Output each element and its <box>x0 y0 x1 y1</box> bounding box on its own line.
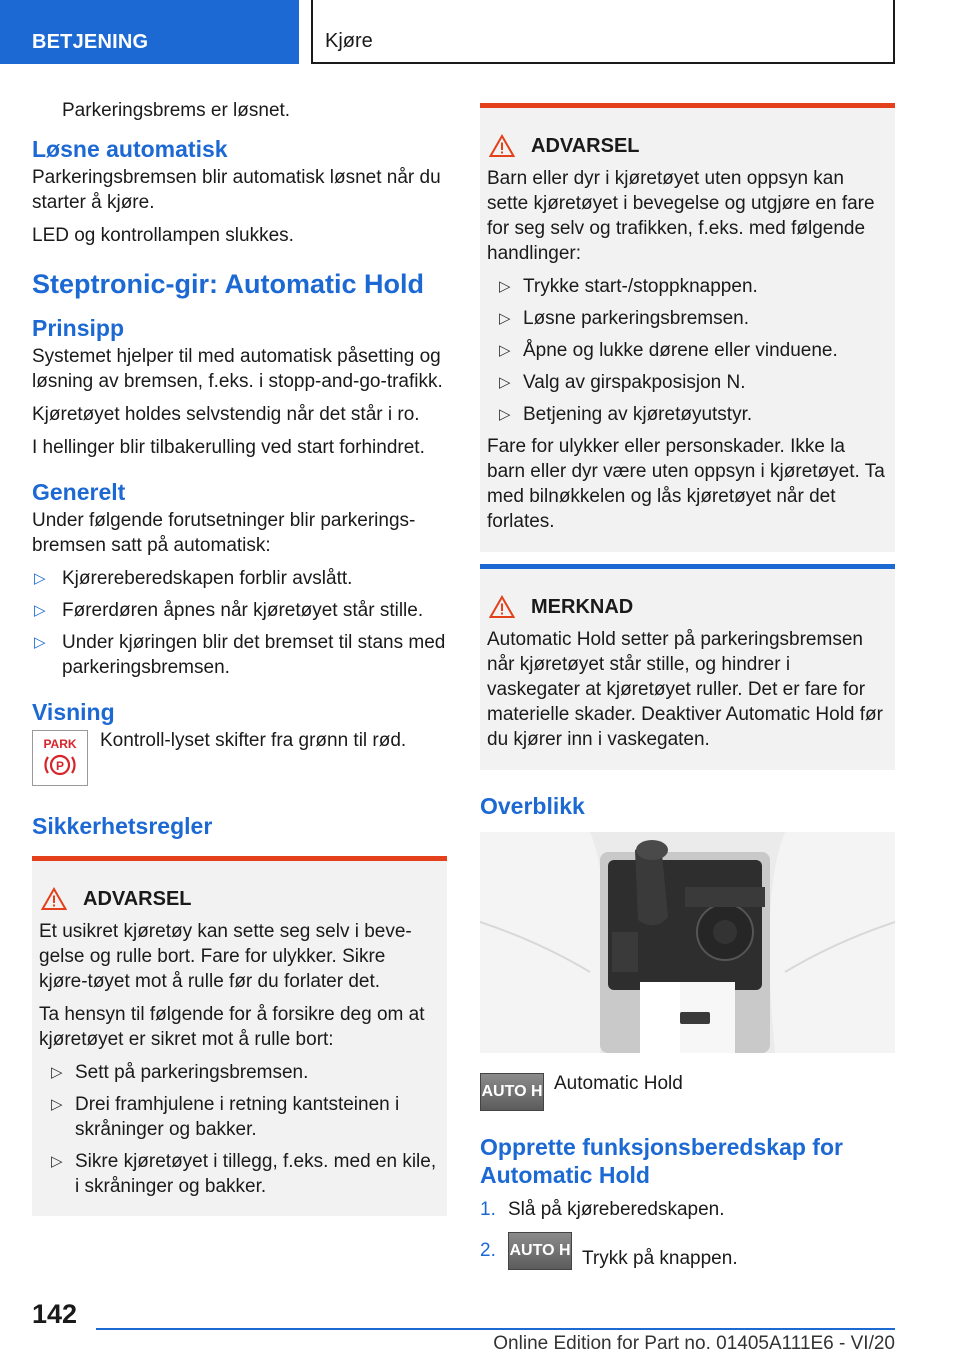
auto-hold-button-icon: AUTO H <box>508 1232 572 1270</box>
note-box <box>480 564 895 770</box>
header-section: BETJENING <box>0 0 299 64</box>
note-title: MERKNAD <box>487 595 887 619</box>
triangle-bullet-icon: ▷ <box>51 1153 63 1170</box>
header-chapter: Kjøre <box>311 0 895 64</box>
triangle-bullet-icon: ▷ <box>51 1096 63 1113</box>
warning-triangle-icon <box>41 887 67 911</box>
list-item: ▷ Drei framhjulene i retning kantsteinen i skråninger og bakker. <box>51 1094 400 1140</box>
warning-title: ADVARSEL <box>487 134 887 158</box>
intro-text: Parkeringsbrems er løsnet. <box>62 100 291 121</box>
svg-text:PARK: PARK <box>43 737 77 751</box>
list-item: ▷ Valg av girspakposisjon N. <box>499 372 746 393</box>
list-item: ▷ Sett på parkeringsbremsen. <box>51 1062 309 1083</box>
page-number: 142 <box>32 1299 78 1329</box>
triangle-bullet-icon: ▷ <box>51 1064 63 1081</box>
autoh-caption: Automatic Hold <box>554 1073 683 1094</box>
triangle-bullet-icon: ▷ <box>499 310 511 327</box>
auto-hold-button-icon: AUTO H <box>480 1073 544 1111</box>
list-item: ▷ Sikre kjøretøyet i tillegg, f.eks. med en kile, i skråninger og bakker. <box>51 1151 437 1197</box>
principle-title: Prinsipp <box>32 315 125 341</box>
warning-title: ADVARSEL <box>39 887 439 911</box>
triangle-bullet-icon: ▷ <box>34 634 46 651</box>
display-text: Kontroll-lyset skifter fra grønn til rød. <box>100 730 407 751</box>
warning-p2: Ta hensyn til følgende for å forsikre deg om at kjøretøyet er sikret mot å rulle bort: <box>39 1004 425 1050</box>
svg-text:P: P <box>55 759 65 773</box>
warning-list <box>39 1060 439 1199</box>
warning-box-left <box>32 856 447 1216</box>
triangle-bullet-icon: ▷ <box>499 406 511 423</box>
warning-p2: Fare for ulykker eller personskader. Ikke la barn eller dyr være uten oppsyn i kjøretøyet. Ta med bilnøkkelen og lås kjøretøyet når det forlates. <box>487 436 885 532</box>
park-brake-icon <box>32 730 88 786</box>
list-item: ▷ Under kjøringen blir det bremset til stans med parkeringsbremsen. <box>34 632 446 678</box>
warning-box-right <box>480 103 895 552</box>
general-p1: Under følgende forutsetninger blir parkerings-bremsen satt på automatisk: <box>32 510 416 556</box>
steptronic-title: Steptronic-gir: Automatic Hold <box>32 269 424 299</box>
warning-p1: Et usikret kjøretøy kan sette seg selv i beve-gelse og rulle bort. Fare for ulykker. Sikre kjøre-tøyet mot å rulle før du forlater det. <box>39 921 412 992</box>
list-item: 1. Slå på kjøreberedskapen. <box>480 1199 725 1220</box>
triangle-bullet-icon: ▷ <box>34 570 46 587</box>
note-p1: Automatic Hold setter på parkeringsbremsen når kjøretøyet står stille, og hindrer i vaskegater at kjøretøyet ruller. Det er fare for materielle skader. Deaktiver Automatic Hold før du kjører inn i vaskegaten. <box>487 629 883 750</box>
list-item: ▷ Førerdøren åpnes når kjøretøyet står stille. <box>34 600 424 621</box>
general-list <box>32 566 447 680</box>
list-item: ▷ Kjørereberedskapen forblir avslått. <box>34 568 353 589</box>
list-item: 2. AUTO H Trykk på knappen. <box>480 1230 895 1271</box>
display-row <box>32 730 447 786</box>
principle-p3: I hellinger blir tilbakerulling ved start forhindret. <box>32 437 425 458</box>
footer-divider <box>96 1328 895 1330</box>
release-auto-title: Løsne automatisk <box>32 136 228 162</box>
triangle-bullet-icon: ▷ <box>499 342 511 359</box>
left-column <box>32 98 447 1216</box>
triangle-bullet-icon: ▷ <box>34 602 46 619</box>
setup-title: Opprette funksjonsberedskap for Automatic Hold <box>480 1134 843 1188</box>
general-title: Generelt <box>32 479 126 505</box>
list-item: ▷ Trykke start-/stoppknappen. <box>499 276 758 297</box>
principle-p1: Systemet hjelper til med automatisk påsetting og løsning av bremsen, f.eks. i stopp-and-go-trafikk. <box>32 346 443 392</box>
list-item: ▷ Betjening av kjøretøyutstyr. <box>499 404 753 425</box>
triangle-bullet-icon: ▷ <box>499 374 511 391</box>
footer-edition: Online Edition for Part no. 01405A111E6 - VI/20 <box>493 1333 895 1354</box>
right-column <box>480 103 895 1279</box>
warning-triangle-icon <box>489 595 515 619</box>
setup-steps <box>480 1197 895 1271</box>
overview-title: Overblikk <box>480 793 585 819</box>
principle-p2: Kjøretøyet holdes selvstendig når det står i ro. <box>32 404 420 425</box>
warning-list <box>487 274 887 427</box>
autoh-row <box>480 1073 895 1111</box>
console-photo <box>480 832 895 1053</box>
list-item: ▷ Åpne og lukke dørene eller vinduene. <box>499 340 838 361</box>
warning-p1: Barn eller dyr i kjøretøyet uten oppsyn kan sette kjøretøyet i bevegelse og utgjøre en fare for seg selv og trafikken, f.eks. med følgende handlinger: <box>487 168 875 264</box>
warning-triangle-icon <box>489 134 515 158</box>
release-auto-p1: Parkeringsbremsen blir automatisk løsnet når du starter å kjøre. <box>32 167 441 213</box>
release-auto-p2: LED og kontrollampen slukkes. <box>32 225 294 246</box>
triangle-bullet-icon: ▷ <box>499 278 511 295</box>
display-title: Visning <box>32 699 115 725</box>
list-item: ▷ Løsne parkeringsbremsen. <box>499 308 749 329</box>
safety-title: Sikkerhetsregler <box>32 813 213 839</box>
